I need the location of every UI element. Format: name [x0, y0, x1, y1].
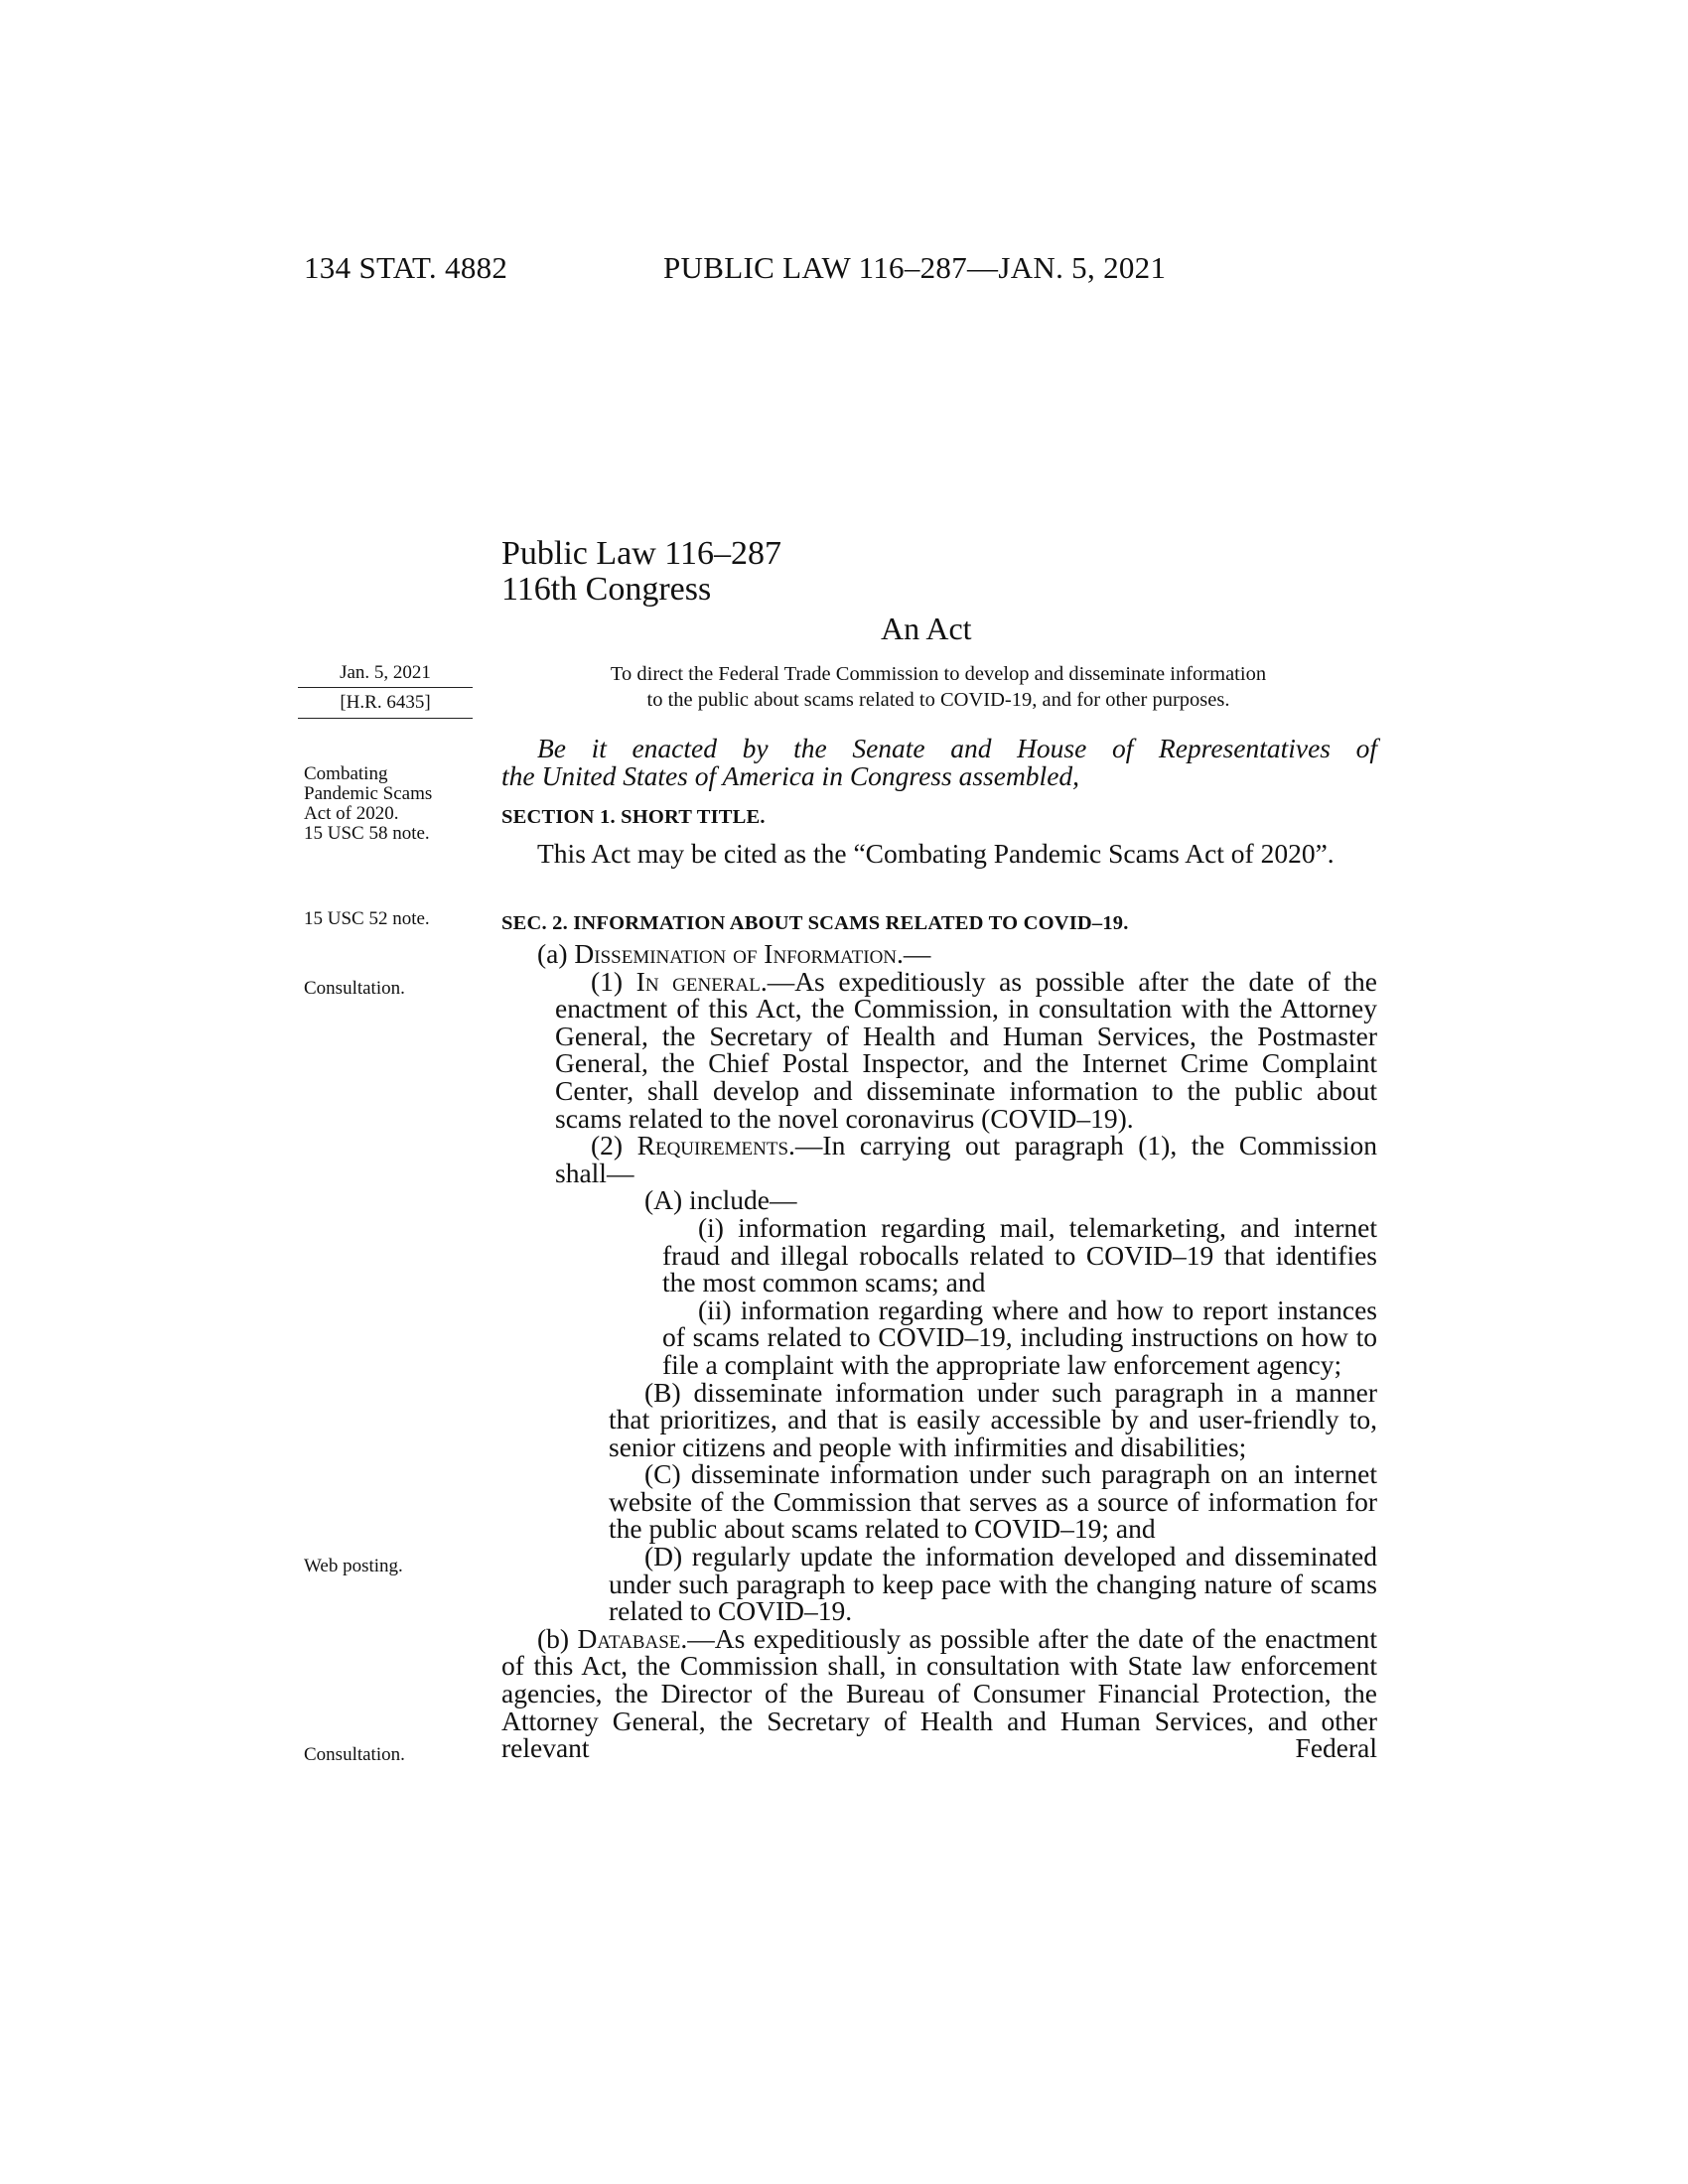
- enactment-date: Jan. 5, 2021: [340, 662, 431, 683]
- sidenote-line: 15 USC 58 note.: [304, 823, 430, 844]
- paragraph-heading: In general: [635, 965, 761, 997]
- paragraph-text: .—In carrying out paragraph (1), the Commission shall—: [555, 1130, 1377, 1188]
- subsection-text: .—As expeditiously as possible after the date of the enactment of this Act, the Commission shall, in consultation with State law enforcement agencies, the Director of the Bureau of Consumer Financial Protection, the Attorney General, the Secretary of Health and Human Services, and other relevant Federal: [501, 1622, 1377, 1764]
- paragraph-label: (2): [591, 1130, 637, 1161]
- heading-dash: .—: [897, 938, 931, 969]
- sidenote-line: Act of 2020.: [304, 803, 399, 824]
- subparagraphs-wrap: [501, 1186, 1377, 1625]
- subsection-label: (b): [537, 1622, 578, 1654]
- sidenote-rule-top: [298, 687, 473, 688]
- law-number: Public Law 116–287: [501, 535, 782, 572]
- running-title: PUBLIC LAW 116–287—JAN. 5, 2021: [663, 250, 1167, 285]
- enacting-line-1: Be it enacted by the Senate and House of Representatives of: [537, 733, 1377, 763]
- clause-i: (i) information regarding mail, telemarketing, and internet fraud and illegal robocalls related to COVID–19 that identifies the most common scams; and: [662, 1211, 1377, 1298]
- sidenote-rule-bottom: [298, 718, 473, 719]
- subsection-label: (a): [537, 938, 575, 969]
- subsection-heading: Database: [577, 1622, 681, 1654]
- section-1-heading: SECTION 1. SHORT TITLE.: [501, 806, 766, 828]
- subparagraph-D: (D) regularly update the information developed and disseminated under such paragraph to keep pace with the changing nature of scams related to COVID–19.: [609, 1541, 1377, 1627]
- web-posting-sidenote: Web posting.: [304, 1556, 403, 1576]
- enacting-clause: [501, 735, 1377, 789]
- sec2-sidenote: 15 USC 52 note.: [304, 908, 430, 929]
- sidenote-line: Pandemic Scams: [304, 783, 433, 804]
- paragraph-text: .—As expeditiously as possible after the date of the enactment of this Act, the Commission, in consultation with the Attorney General, the Secretary of Health and Human Services, the Postmaster General, the Chief Postal Inspector, and the Internet Crime Complaint Center, shall develop and disseminate information to the public about scams related to the novel coronavirus (COVID–19).: [555, 965, 1377, 1134]
- short-title-paragraph: This Act may be cited as the “Combating Pandemic Scams Act of 2020”.: [537, 838, 1335, 869]
- subsection-b: [501, 1622, 1377, 1764]
- congress: 116th Congress: [501, 571, 712, 608]
- section-2-heading: SEC. 2. INFORMATION ABOUT SCAMS RELATED TO COVID–19.: [501, 912, 1129, 934]
- clauses-wrap: [609, 1211, 1377, 1380]
- subparagraph-C: (C) disseminate information under such paragraph on an internet website of the Commission that serves as a source of information for the public about scams related to COVID–19; and: [609, 1458, 1377, 1545]
- subsection-heading: Dissemination of Information: [574, 938, 898, 969]
- stat-page-number: 134 STAT. 4882: [304, 250, 508, 285]
- consultation-sidenote: Consultation.: [304, 1744, 405, 1765]
- paragraph-heading: Requirements: [636, 1130, 789, 1161]
- paragraph-label: (1): [591, 965, 636, 997]
- subparagraph-A: (A) include—: [644, 1184, 797, 1216]
- paragraph-a1: [555, 965, 1377, 1134]
- section-1-text: [501, 840, 1377, 868]
- purpose-clause: [516, 661, 1360, 713]
- consultation-sidenote: Consultation.: [304, 978, 405, 999]
- section-2-body: [501, 940, 1377, 1762]
- subparagraph-B: (B) disseminate information under such paragraph in a manner that prioritizes, and that is easily accessible by and user-friendly to, senior citizens and people with infirmities and disabilities;: [609, 1376, 1377, 1462]
- enacting-line-2: the United States of America in Congress assembled,: [501, 759, 1080, 791]
- paragraph-a2: [555, 1132, 1377, 1186]
- short-title-sidenote: [304, 764, 502, 844]
- purpose-line-2: to the public about scams related to COVID-19, and for other purposes.: [646, 689, 1230, 711]
- subsection-a: [501, 940, 1377, 968]
- paragraph-a1-wrap: [501, 965, 1377, 1188]
- sidenote-line: Combating: [304, 763, 388, 784]
- bill-number: [H.R. 6435]: [340, 692, 431, 713]
- an-act-heading: An Act: [881, 611, 972, 646]
- purpose-line-1: To direct the Federal Trade Commission to develop and disseminate information: [610, 663, 1267, 685]
- clause-ii: (ii) information regarding where and how to report instances of scams related to COVID–19, including instructions on how to file a complaint with the appropriate law enforcement agency;: [662, 1294, 1377, 1380]
